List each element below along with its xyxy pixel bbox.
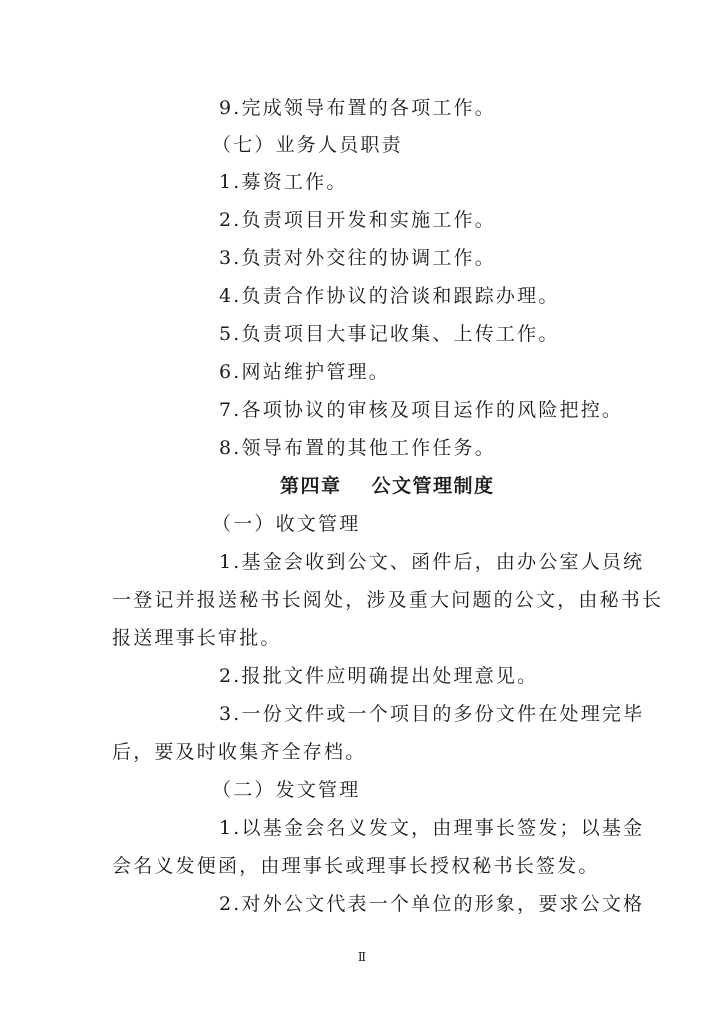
paragraph-line: 3.一份文件或一个项目的多份文件在处理完毕 (219, 703, 645, 725)
duty-item-6: 6.网站维护管理。 (219, 361, 390, 383)
paragraph-line: 1.基金会收到公文、函件后，由办公室人员统 (219, 551, 645, 573)
duty-item-1: 1.募资工作。 (219, 171, 348, 193)
chapter-heading (280, 474, 495, 498)
chapter-title: 公文管理制度 (371, 475, 495, 497)
duty-item-9: 9.完成领导布置的各项工作。 (219, 97, 496, 119)
duty-item-3: 3.负责对外交往的协调工作。 (219, 247, 496, 269)
duty-item-5: 5.负责项目大事记收集、上传工作。 (219, 323, 560, 345)
duty-item-7: 7.各项协议的审核及项目运作的风险把控。 (219, 399, 624, 421)
chapter-number: 第四章 (280, 475, 342, 497)
duty-item-8: 8.领导布置的其他工作任务。 (219, 437, 496, 459)
duty-item-2: 2.负责项目开发和实施工作。 (219, 209, 496, 231)
paragraph-line: 2.报批文件应明确提出处理意见。 (219, 665, 539, 687)
paragraph-line: 报送理事长审批。 (112, 627, 282, 649)
section-heading-business-staff: （七）业务人员职责 (212, 134, 403, 156)
paragraph-line: 后，要及时收集齐全存档。 (112, 741, 367, 763)
paragraph-line: 2.对外公文代表一个单位的形象，要求公文格 (219, 893, 645, 915)
section-heading-receiving: （一）收文管理 (212, 513, 361, 535)
paragraph-line: 一登记并报送秘书长阅处，涉及重大问题的公文，由秘书长 (112, 589, 664, 611)
paragraph-line: 1.以基金会名义发文，由理事长签发；以基金 (219, 817, 645, 839)
page-number: Ⅱ (357, 950, 367, 964)
duty-item-4: 4.负责合作协议的洽谈和跟踪办理。 (219, 285, 560, 307)
section-heading-sending: （二）发文管理 (212, 779, 361, 801)
paragraph-line: 会名义发便函，由理事长或理事长授权秘书长签发。 (112, 855, 600, 877)
